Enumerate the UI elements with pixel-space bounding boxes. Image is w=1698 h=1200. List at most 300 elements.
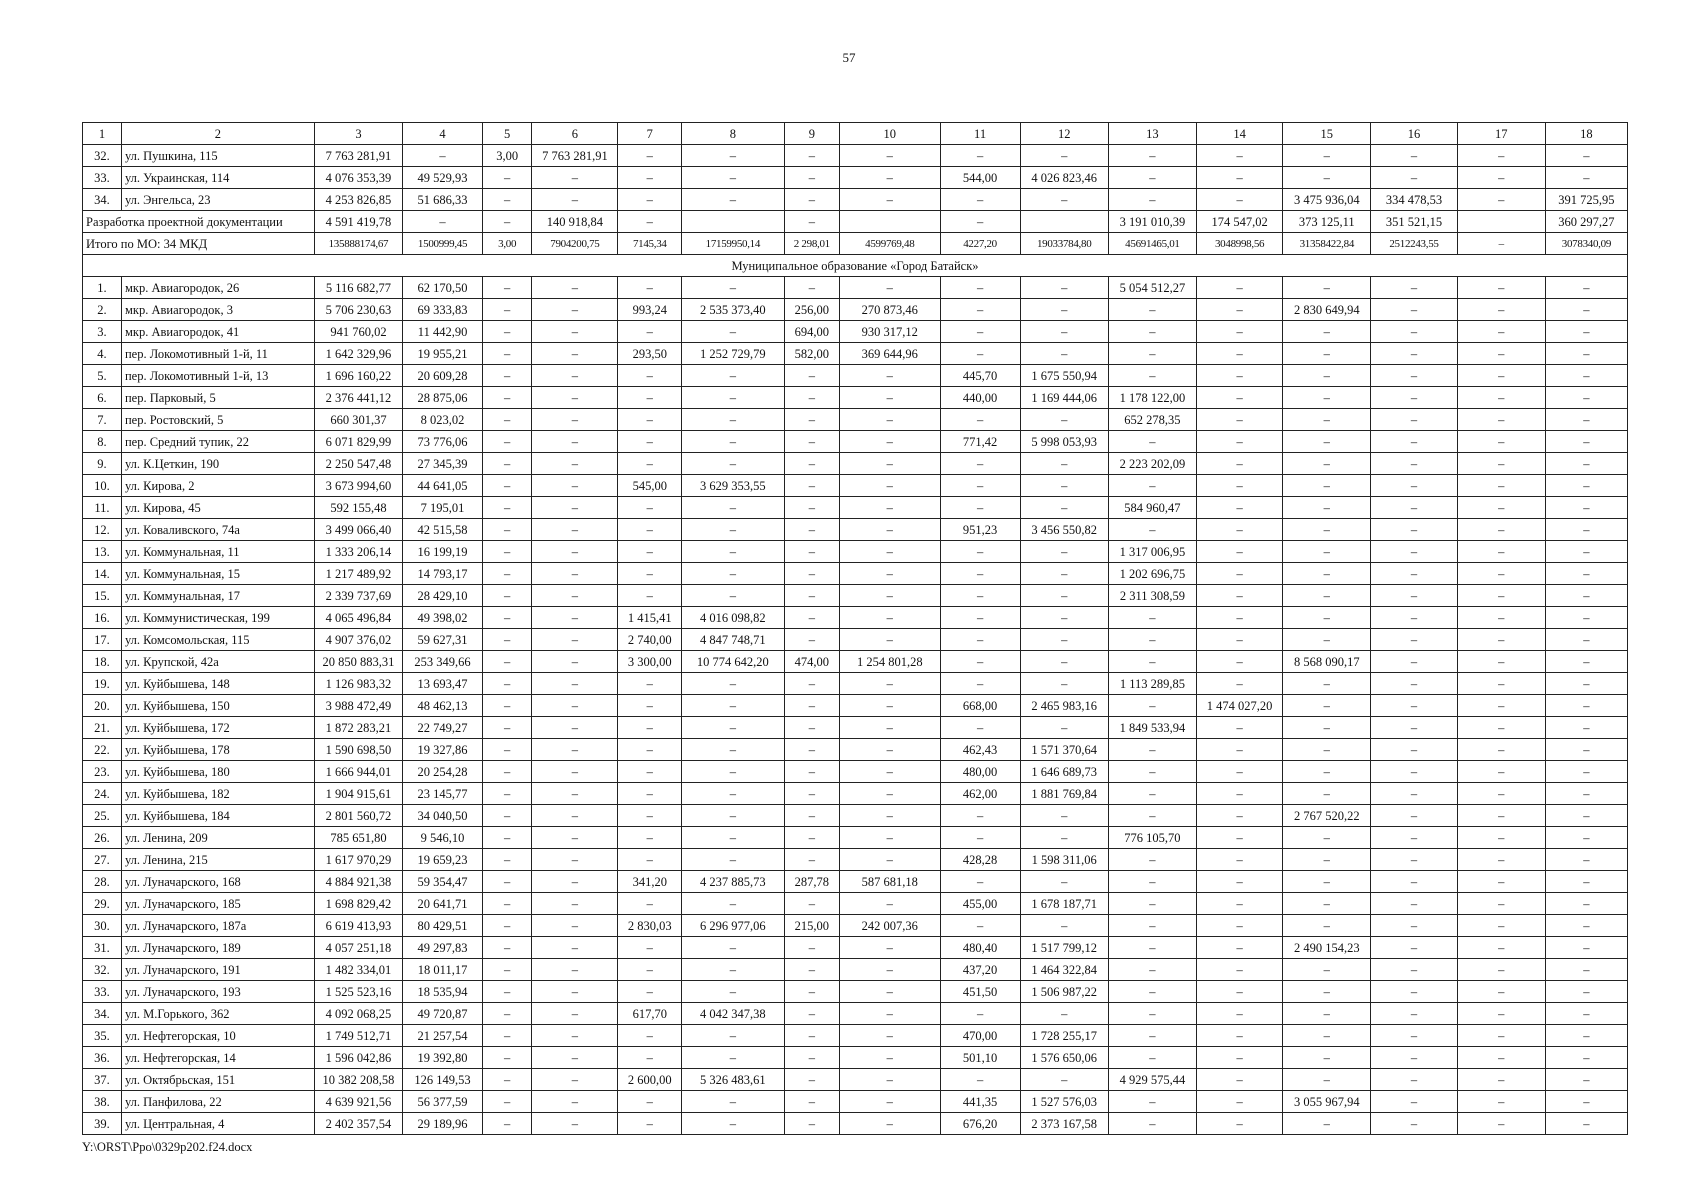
table-cell: – (1371, 277, 1457, 299)
table-cell: 4 591 419,78 (314, 211, 402, 233)
table-cell: – (1283, 915, 1371, 937)
table-cell: – (1020, 805, 1108, 827)
table-row (83, 849, 1628, 871)
table-cell: 5 (483, 123, 532, 145)
table-cell: – (1108, 1047, 1196, 1069)
table-cell: 391 725,95 (1545, 189, 1627, 211)
table-cell: – (1108, 1113, 1196, 1135)
table-cell: 1 169 444,06 (1020, 387, 1108, 409)
table-cell: – (483, 761, 532, 783)
table-cell: – (618, 1025, 682, 1047)
table-cell: – (1108, 1091, 1196, 1113)
table-cell: – (532, 651, 618, 673)
table-cell: – (1283, 893, 1371, 915)
table-cell: – (1371, 981, 1457, 1003)
table-row (83, 981, 1628, 1003)
table-cell: 3078340,09 (1545, 233, 1627, 255)
table-cell: – (1197, 453, 1283, 475)
table-cell: – (1457, 475, 1545, 497)
table-cell: ул. Коммунальная, 17 (121, 585, 314, 607)
table-cell: 10 774 642,20 (682, 651, 785, 673)
table-cell: – (682, 563, 785, 585)
table-cell: 4 237 885,73 (682, 871, 785, 893)
table-cell: пер. Локомотивный 1-й, 13 (121, 365, 314, 387)
table-cell: 51 686,33 (403, 189, 483, 211)
table-cell: – (784, 849, 839, 871)
table-cell (1020, 211, 1108, 233)
table-cell: – (784, 453, 839, 475)
table-cell: 19033784,80 (1020, 233, 1108, 255)
table-cell: – (532, 607, 618, 629)
table-cell: 7 195,01 (403, 497, 483, 519)
table-cell: – (940, 321, 1020, 343)
table-cell: 2 339 737,69 (314, 585, 402, 607)
table-cell: 256,00 (784, 299, 839, 321)
table-cell: – (1371, 585, 1457, 607)
table-cell: 4 907 376,02 (314, 629, 402, 651)
table-cell: – (1457, 849, 1545, 871)
table-cell: – (1197, 805, 1283, 827)
table-cell: 1 749 512,71 (314, 1025, 402, 1047)
table-cell: – (1371, 1069, 1457, 1091)
table-cell: – (532, 541, 618, 563)
table-cell: 33. (83, 167, 122, 189)
table-cell: – (1283, 1025, 1371, 1047)
table-cell: – (1371, 475, 1457, 497)
table-cell: – (1457, 827, 1545, 849)
table-cell: – (532, 805, 618, 827)
table-cell: – (682, 387, 785, 409)
table-cell: – (1371, 1025, 1457, 1047)
table-cell: 49 529,93 (403, 167, 483, 189)
table-cell: 668,00 (940, 695, 1020, 717)
table-cell: – (1020, 717, 1108, 739)
table-cell: – (784, 519, 839, 541)
table-cell: – (618, 277, 682, 299)
table-row (83, 563, 1628, 585)
table-cell: – (1020, 475, 1108, 497)
table-cell: – (784, 1069, 839, 1091)
table-row (83, 761, 1628, 783)
table-cell: – (840, 189, 941, 211)
table-cell: – (840, 167, 941, 189)
table-cell: ул. Крупской, 42а (121, 651, 314, 673)
table-cell: – (483, 695, 532, 717)
table-cell: 22 749,27 (403, 717, 483, 739)
table-cell: – (682, 981, 785, 1003)
table-cell: 360 297,27 (1545, 211, 1627, 233)
table-cell: – (1457, 937, 1545, 959)
table-row (83, 519, 1628, 541)
table-cell: – (532, 167, 618, 189)
table-cell: – (1371, 629, 1457, 651)
table-cell: 4 076 353,39 (314, 167, 402, 189)
table-row (83, 871, 1628, 893)
table-cell: – (1545, 1047, 1627, 1069)
table-cell: – (1545, 607, 1627, 629)
table-cell: – (1283, 321, 1371, 343)
table-cell: – (1283, 739, 1371, 761)
table-cell: – (1457, 783, 1545, 805)
table-cell: 3,00 (483, 145, 532, 167)
table-cell: – (403, 145, 483, 167)
table-cell: – (1283, 827, 1371, 849)
table-cell: 3 629 353,55 (682, 475, 785, 497)
table-cell: – (1283, 1003, 1371, 1025)
table-cell: 4 057 251,18 (314, 937, 402, 959)
table-cell: 1 178 122,00 (1108, 387, 1196, 409)
table-cell: – (618, 585, 682, 607)
table-cell: 6 071 829,99 (314, 431, 402, 453)
table-cell: – (1371, 849, 1457, 871)
table-cell: – (532, 673, 618, 695)
table-cell: – (1108, 189, 1196, 211)
table-cell: – (1283, 717, 1371, 739)
table-cell: – (483, 1069, 532, 1091)
table-cell: 3 499 066,40 (314, 519, 402, 541)
table-cell: 18 011,17 (403, 959, 483, 981)
table-cell: – (532, 937, 618, 959)
table-cell: 2 740,00 (618, 629, 682, 651)
table-cell: ул. Куйбышева, 180 (121, 761, 314, 783)
table-cell: – (940, 189, 1020, 211)
table-cell: – (1197, 167, 1283, 189)
table-cell (682, 211, 785, 233)
table-cell: – (483, 805, 532, 827)
table-cell: 8 568 090,17 (1283, 651, 1371, 673)
table-row (83, 937, 1628, 959)
table-cell: – (618, 937, 682, 959)
table-row (83, 1069, 1628, 1091)
table-cell: – (682, 321, 785, 343)
table-cell: 1 464 322,84 (1020, 959, 1108, 981)
table-cell: – (483, 585, 532, 607)
table-cell: 2 830 649,94 (1283, 299, 1371, 321)
table-cell: – (940, 651, 1020, 673)
table-cell: – (784, 629, 839, 651)
table-cell: – (784, 959, 839, 981)
table-cell: ул. Куйбышева, 150 (121, 695, 314, 717)
table-cell: – (1020, 409, 1108, 431)
table-cell: – (682, 1025, 785, 1047)
table-cell: ул. Куйбышева, 172 (121, 717, 314, 739)
table-cell: мкр. Авиагородок, 26 (121, 277, 314, 299)
table-cell: – (1283, 431, 1371, 453)
table-cell: 253 349,66 (403, 651, 483, 673)
table-row (83, 299, 1628, 321)
table-cell: – (1545, 761, 1627, 783)
table-cell: 56 377,59 (403, 1091, 483, 1113)
table-cell: – (483, 673, 532, 695)
table-cell: 73 776,06 (403, 431, 483, 453)
table-cell: – (1020, 541, 1108, 563)
table-cell: 69 333,83 (403, 299, 483, 321)
table-cell: – (1545, 959, 1627, 981)
table-cell: – (1197, 629, 1283, 651)
table-cell: 29 189,96 (403, 1113, 483, 1135)
table-cell: – (1545, 1091, 1627, 1113)
table-cell: – (618, 1091, 682, 1113)
table-row (83, 651, 1628, 673)
table-cell: 42 515,58 (403, 519, 483, 541)
table-cell: – (840, 739, 941, 761)
table-cell: 18 (1545, 123, 1627, 145)
table-cell: – (1283, 585, 1371, 607)
table-cell: – (1457, 299, 1545, 321)
table-cell: 592 155,48 (314, 497, 402, 519)
table-cell: – (1283, 607, 1371, 629)
table-row (83, 827, 1628, 849)
table-cell: 31. (83, 937, 122, 959)
table-cell: – (483, 849, 532, 871)
table-cell: 19 392,80 (403, 1047, 483, 1069)
table-cell: – (784, 431, 839, 453)
table-row (83, 607, 1628, 629)
table-cell: – (1371, 937, 1457, 959)
table-cell: 242 007,36 (840, 915, 941, 937)
table-cell: – (784, 1091, 839, 1113)
table-cell: – (532, 1069, 618, 1091)
table-cell: – (1545, 277, 1627, 299)
table-cell: – (1545, 167, 1627, 189)
table-cell: – (1020, 871, 1108, 893)
table-cell: 25. (83, 805, 122, 827)
table-cell: – (618, 1113, 682, 1135)
table-cell: – (840, 585, 941, 607)
table-cell: – (532, 1047, 618, 1069)
table-cell: – (532, 827, 618, 849)
table-cell: – (840, 893, 941, 915)
table-cell: 440,00 (940, 387, 1020, 409)
table-cell: – (1371, 783, 1457, 805)
total-row (83, 233, 1628, 255)
table-row (83, 893, 1628, 915)
table-cell: – (1371, 387, 1457, 409)
table-cell: 6 619 413,93 (314, 915, 402, 937)
table-cell: 4599769,48 (840, 233, 941, 255)
table-cell: – (1020, 299, 1108, 321)
table-cell: – (1457, 1047, 1545, 1069)
table-row (83, 1003, 1628, 1025)
table-cell: – (682, 519, 785, 541)
table-cell: 80 429,51 (403, 915, 483, 937)
table-cell: – (1020, 915, 1108, 937)
table-cell: – (1020, 321, 1108, 343)
table-row (83, 189, 1628, 211)
table-cell: – (1283, 673, 1371, 695)
table-cell: – (483, 937, 532, 959)
table-cell: – (784, 893, 839, 915)
section-title-row (83, 255, 1628, 277)
table-cell: 11. (83, 497, 122, 519)
table-cell: – (784, 387, 839, 409)
table-cell: – (784, 563, 839, 585)
table-cell: – (1545, 519, 1627, 541)
table-cell: 5 998 053,93 (1020, 431, 1108, 453)
table-cell: 49 297,83 (403, 937, 483, 959)
table-cell: 16 199,19 (403, 541, 483, 563)
table-cell (1457, 211, 1545, 233)
table-cell: 1 506 987,22 (1020, 981, 1108, 1003)
table-cell: – (784, 189, 839, 211)
table-cell: – (840, 1091, 941, 1113)
table-cell: – (1371, 299, 1457, 321)
table-cell: 20 254,28 (403, 761, 483, 783)
table-cell: – (940, 475, 1020, 497)
table-cell: – (532, 849, 618, 871)
table-cell: – (840, 959, 941, 981)
table-cell: – (1197, 563, 1283, 585)
table-cell: 3 191 010,39 (1108, 211, 1196, 233)
table-cell: – (1545, 849, 1627, 871)
data-table (82, 122, 1628, 1135)
table-cell: – (532, 585, 618, 607)
table-row (83, 145, 1628, 167)
table-cell: 1 202 696,75 (1108, 563, 1196, 585)
table-cell: – (1545, 937, 1627, 959)
table-cell: 37. (83, 1069, 122, 1091)
table-cell: 3048998,56 (1197, 233, 1283, 255)
table-cell: – (483, 475, 532, 497)
table-cell: – (1020, 827, 1108, 849)
table-cell: – (532, 365, 618, 387)
table-row (83, 409, 1628, 431)
table-cell: – (1197, 321, 1283, 343)
table-cell: 45691465,01 (1108, 233, 1196, 255)
table-cell: 19 955,21 (403, 343, 483, 365)
table-cell: – (1457, 1069, 1545, 1091)
table-cell: 2 535 373,40 (682, 299, 785, 321)
table-cell: – (618, 497, 682, 519)
table-cell: – (618, 145, 682, 167)
table-cell: – (940, 827, 1020, 849)
table-cell: – (840, 1113, 941, 1135)
table-cell: – (1283, 783, 1371, 805)
table-cell: – (1371, 915, 1457, 937)
table-cell: 28. (83, 871, 122, 893)
table-cell: 1 333 206,14 (314, 541, 402, 563)
table-cell: ул. Комсомольская, 115 (121, 629, 314, 651)
table-cell: ул. Луначарского, 168 (121, 871, 314, 893)
table-cell: 1 728 255,17 (1020, 1025, 1108, 1047)
table-cell: 771,42 (940, 431, 1020, 453)
table-cell: – (784, 145, 839, 167)
table-cell: – (1457, 321, 1545, 343)
table-cell: 12. (83, 519, 122, 541)
table-cell: – (1457, 387, 1545, 409)
table-cell: – (1283, 563, 1371, 585)
table-cell: – (1108, 299, 1196, 321)
table-cell: – (532, 717, 618, 739)
table-cell: 4. (83, 343, 122, 365)
table-cell: 62 170,50 (403, 277, 483, 299)
table-cell: – (1457, 1113, 1545, 1135)
table-cell: – (1283, 475, 1371, 497)
table-cell: – (483, 915, 532, 937)
table-cell: 1 678 187,71 (1020, 893, 1108, 915)
table-cell: 18. (83, 651, 122, 673)
table-cell: – (682, 893, 785, 915)
table-row (83, 805, 1628, 827)
table-cell: – (1020, 651, 1108, 673)
table-cell: – (532, 1091, 618, 1113)
table-cell: – (483, 607, 532, 629)
table-cell: 4 042 347,38 (682, 1003, 785, 1025)
table-cell: 4 092 068,25 (314, 1003, 402, 1025)
table-cell: – (1371, 497, 1457, 519)
table-cell: – (1457, 277, 1545, 299)
table-cell: – (682, 1091, 785, 1113)
table-cell: – (483, 717, 532, 739)
table-cell: 1 217 489,92 (314, 563, 402, 585)
table-cell: 21. (83, 717, 122, 739)
table-cell: – (682, 695, 785, 717)
table-cell: – (840, 277, 941, 299)
table-cell: – (1108, 167, 1196, 189)
table-cell: 334 478,53 (1371, 189, 1457, 211)
table-cell: – (1457, 365, 1545, 387)
table-row (83, 167, 1628, 189)
table-cell: – (483, 497, 532, 519)
table-cell: – (1197, 409, 1283, 431)
table-cell: – (1283, 497, 1371, 519)
table-cell: – (1020, 343, 1108, 365)
table-cell: 3. (83, 321, 122, 343)
table-cell: – (1197, 739, 1283, 761)
table-cell: 15. (83, 585, 122, 607)
table-cell: – (618, 211, 682, 233)
table-cell: – (1457, 541, 1545, 563)
table-cell: – (682, 585, 785, 607)
table-cell: – (618, 167, 682, 189)
table-cell: – (840, 1047, 941, 1069)
table-cell: – (1371, 1003, 1457, 1025)
table-cell: – (1457, 739, 1545, 761)
table-cell: – (1545, 475, 1627, 497)
table-cell: – (483, 541, 532, 563)
table-cell: 1 642 329,96 (314, 343, 402, 365)
table-cell: – (532, 959, 618, 981)
table-cell: – (1108, 893, 1196, 915)
table-cell: – (682, 783, 785, 805)
table-cell: – (532, 915, 618, 937)
table-cell: – (618, 1047, 682, 1069)
table-cell: 544,00 (940, 167, 1020, 189)
table-cell: – (1197, 585, 1283, 607)
table-cell: 23 145,77 (403, 783, 483, 805)
table-cell: – (532, 893, 618, 915)
table-cell: – (1457, 893, 1545, 915)
table-cell: – (1545, 827, 1627, 849)
table-cell: 4 (403, 123, 483, 145)
table-cell: ул. Коммунальная, 15 (121, 563, 314, 585)
table-cell: – (618, 827, 682, 849)
table-cell: – (483, 871, 532, 893)
table-cell: – (784, 937, 839, 959)
table-cell: 2 373 167,58 (1020, 1113, 1108, 1135)
table-cell: – (784, 717, 839, 739)
table-cell: – (483, 651, 532, 673)
table-cell: – (1371, 959, 1457, 981)
table-cell: – (483, 189, 532, 211)
table-cell: ул. Нефтегорская, 14 (121, 1047, 314, 1069)
table-cell: – (483, 343, 532, 365)
table-cell: – (532, 761, 618, 783)
table-cell: – (403, 211, 483, 233)
table-cell: – (1545, 497, 1627, 519)
table-cell: 617,70 (618, 1003, 682, 1025)
table-cell: 587 681,18 (840, 871, 941, 893)
